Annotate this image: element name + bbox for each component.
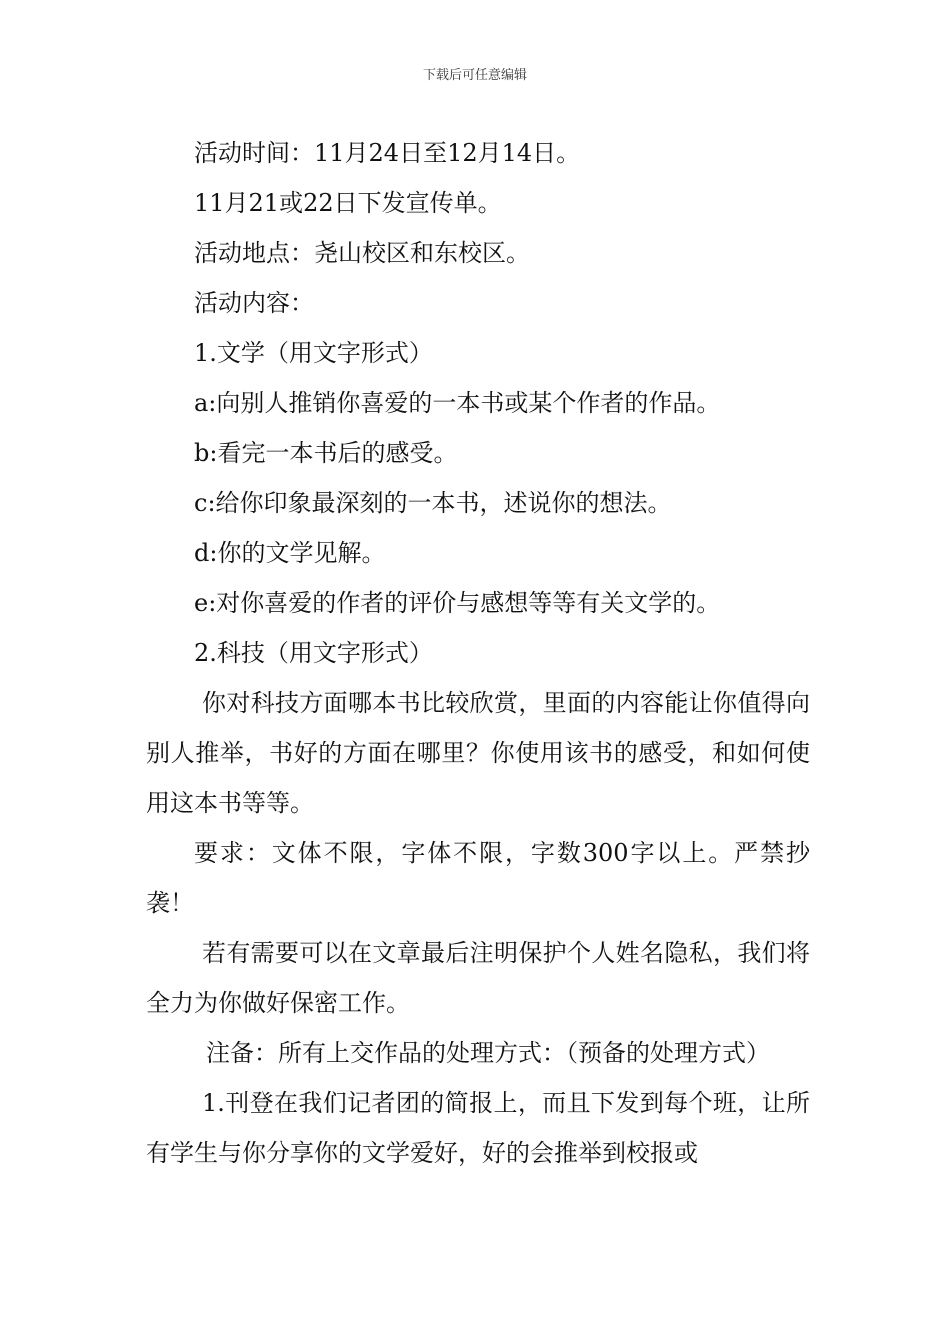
- literature-item-d: d:你的文学见解。: [194, 539, 386, 567]
- activity-place: 活动地点：尧山校区和东校区。: [194, 239, 530, 267]
- technology-heading: 2.科技（用文字形式）: [194, 639, 433, 667]
- activity-content-title: 活动内容：: [194, 289, 314, 317]
- literature-item-e: e:对你喜爱的作者的评价与感想等等有关文学的。: [194, 589, 721, 617]
- privacy-paragraph: 若有需要可以在文章最后注明保护个人姓名隐私，我们将全力为你做好保密工作。: [146, 939, 810, 1017]
- requirement-paragraph: 要求：文体不限，字体不限，字数300字以上。严禁抄袭！: [146, 839, 810, 917]
- page-header: 下载后可任意编辑: [422, 68, 527, 83]
- activity-time: 活动时间：11月24日至12月14日。: [194, 139, 581, 167]
- literature-item-b: b:看完一本书后的感受。: [194, 439, 458, 467]
- literature-heading: 1.文学（用文字形式）: [194, 339, 433, 367]
- handling-paragraph: 1.刊登在我们记者团的简报上，而且下发到每个班，让所有学生与你分享你的文学爱好，好的会推举到校报或: [146, 1089, 810, 1167]
- flyer-date: 11月21或22日下发宣传单。: [194, 189, 502, 217]
- technology-paragraph: 你对科技方面哪本书比较欣赏，里面的内容能让你值得向别人推举，书好的方面在哪里？你使用该书的感受，和如何使用这本书等等。: [146, 689, 810, 817]
- note-paragraph: 注备：所有上交作品的处理方式：（预备的处理方式）: [206, 1039, 770, 1067]
- literature-item-a: a:向别人推销你喜爱的一本书或某个作者的作品。: [194, 389, 721, 417]
- literature-item-c: c:给你印象最深刻的一本书，述说你的想法。: [194, 489, 672, 517]
- document-body: [146, 128, 810, 1178]
